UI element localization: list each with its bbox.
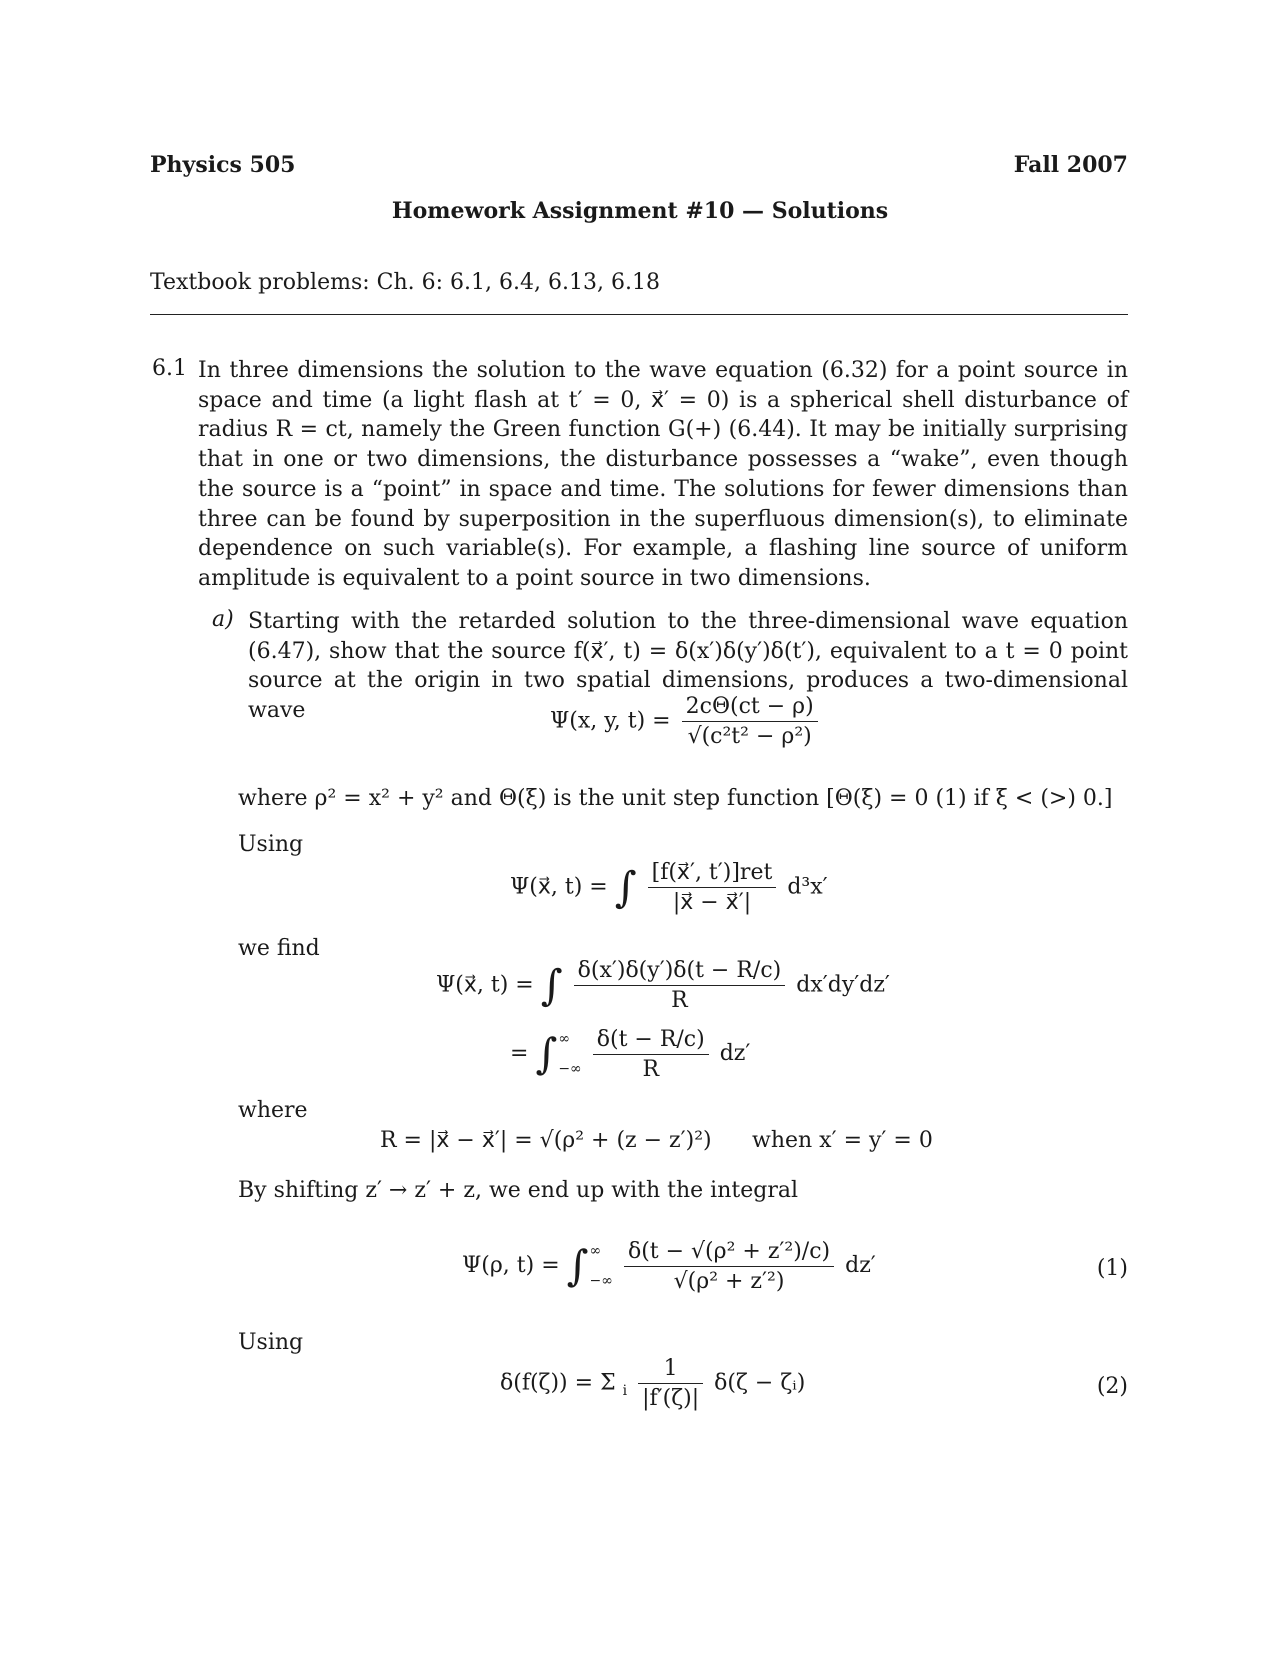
equation-2 — [500, 1356, 805, 1411]
we-find-text: we find — [238, 936, 320, 961]
eq2-fraction — [638, 1356, 703, 1411]
term-label: Fall 2007 — [1013, 152, 1128, 178]
R-definition: R = |x⃗ − x⃗′| = √(ρ² + (z − z′)²) — [380, 1128, 712, 1153]
equation-number-1: (1) — [1096, 1256, 1128, 1281]
integral-symbol: ∫ — [614, 862, 637, 912]
equation-1 — [462, 1236, 876, 1296]
integral-symbol: ∫ — [566, 1241, 589, 1290]
shift-text: By shifting z′ → z′ + z, we end up with the integral — [238, 1178, 799, 1203]
integral-symbol: ∫ — [540, 960, 563, 1010]
eq1-differential: dz′ — [845, 1253, 876, 1278]
eq1-lhs: Ψ(ρ, t) = — [462, 1253, 560, 1278]
course-title: Physics 505 — [150, 152, 296, 178]
part-a-text: Starting with the retarded solution to the three-dimensional wave equation (6.47), show that the source f(x⃗′, t) = δ(x′)δ(y′)δ(t′), equivalent to a t = 0 point source at the origin in two spatial dimensions, produces a two-dimensional wave — [248, 609, 1128, 724]
find2-lower-limit: −∞ — [558, 1061, 582, 1077]
eq1-numerator: δ(t − √(ρ² + z′²)/c) — [624, 1239, 834, 1267]
R-condition: when x′ = y′ = 0 — [752, 1128, 933, 1153]
ret-numerator: [f(x⃗′, t′)]ret — [648, 860, 777, 888]
find1-differential: dx′dy′dz′ — [796, 972, 890, 998]
eq1-denominator: √(ρ² + z′²) — [673, 1268, 785, 1294]
wave-lhs: Ψ(x, y, t) = — [550, 708, 671, 734]
eq1-lower-limit: −∞ — [589, 1273, 613, 1289]
find-equation-1 — [436, 958, 890, 1013]
problem-statement: In three dimensions the solution to the wave equation (6.32) for a point source in space and time (a light flash at t′ = 0, x⃗′ = 0) is a spherical shell disturbance of radius R = ct, namely the Green function G(+) (6.44). It may be initially surprising that in one or two dimensions, the disturbance possesses a “wake”, even though the source is a “point” in space and time. The solutions for fewer dimensions than three can be found by superposition in the superfluous dimension(s), to eliminate dependence on such variable(s). For example, a flashing line source of uniform amplitude is equivalent to a point source in two dimensions. — [198, 358, 1128, 591]
find2-numerator: δ(t − R/c) — [593, 1027, 709, 1055]
eq1-upper-limit: ∞ — [589, 1243, 602, 1259]
find1-fraction — [574, 958, 786, 1013]
find2-denominator: R — [642, 1056, 660, 1082]
eq2-lhs: δ(f(ζ)) = Σ — [500, 1370, 616, 1396]
retarded-solution — [510, 860, 828, 915]
assignment-title: Homework Assignment #10 — Solutions — [391, 198, 889, 224]
ret-fraction — [648, 860, 777, 915]
find-equation-2 — [510, 1024, 750, 1084]
integral-symbol: ∫ — [535, 1029, 558, 1078]
eq2-numerator: 1 — [638, 1356, 703, 1384]
find2-differential: dz′ — [719, 1041, 751, 1066]
wave-denominator: √(c²t² − ρ²) — [687, 724, 812, 749]
find2-limits — [558, 1024, 581, 1084]
using-text-2: Using — [238, 1330, 304, 1355]
eq1-limits — [590, 1236, 613, 1296]
find1-denominator: R — [671, 988, 688, 1013]
divider — [150, 314, 1128, 315]
wave-numerator: 2cΘ(ct − ρ) — [682, 694, 818, 722]
wave-fraction — [682, 694, 818, 749]
eq1-fraction — [624, 1239, 834, 1294]
eq2-delta: δ(ζ − ζᵢ) — [714, 1370, 806, 1396]
find2-lhs: = — [510, 1041, 529, 1066]
ret-differential: d³x′ — [787, 874, 828, 900]
find1-numerator: δ(x′)δ(y′)δ(t − R/c) — [574, 958, 786, 986]
ret-lhs: Ψ(x⃗, t) = — [510, 874, 608, 900]
equation-number-2: (2) — [1096, 1374, 1128, 1399]
eq2-denominator: |f′(ζ)| — [642, 1386, 700, 1411]
using-text-1: Using — [238, 832, 304, 857]
wave-equation — [550, 694, 822, 749]
part-a-label: a) — [212, 607, 234, 632]
find2-fraction — [593, 1027, 709, 1082]
problem-number: 6.1 — [152, 356, 187, 381]
eq2-sum-index: i — [622, 1382, 628, 1399]
where-rho-text: where ρ² = x² + y² and Θ(ξ) is the unit step function [Θ(ξ) = 0 (1) if ξ < (>) 0.] — [238, 786, 1113, 811]
find2-upper-limit: ∞ — [558, 1031, 570, 1047]
where-text-2: where — [238, 1098, 308, 1123]
ret-denominator: |x⃗ − x⃗′| — [672, 890, 752, 915]
find1-lhs: Ψ(x⃗, t) = — [436, 972, 534, 998]
textbook-problems: Textbook problems: Ch. 6: 6.1, 6.4, 6.13, 6.18 — [150, 270, 660, 295]
